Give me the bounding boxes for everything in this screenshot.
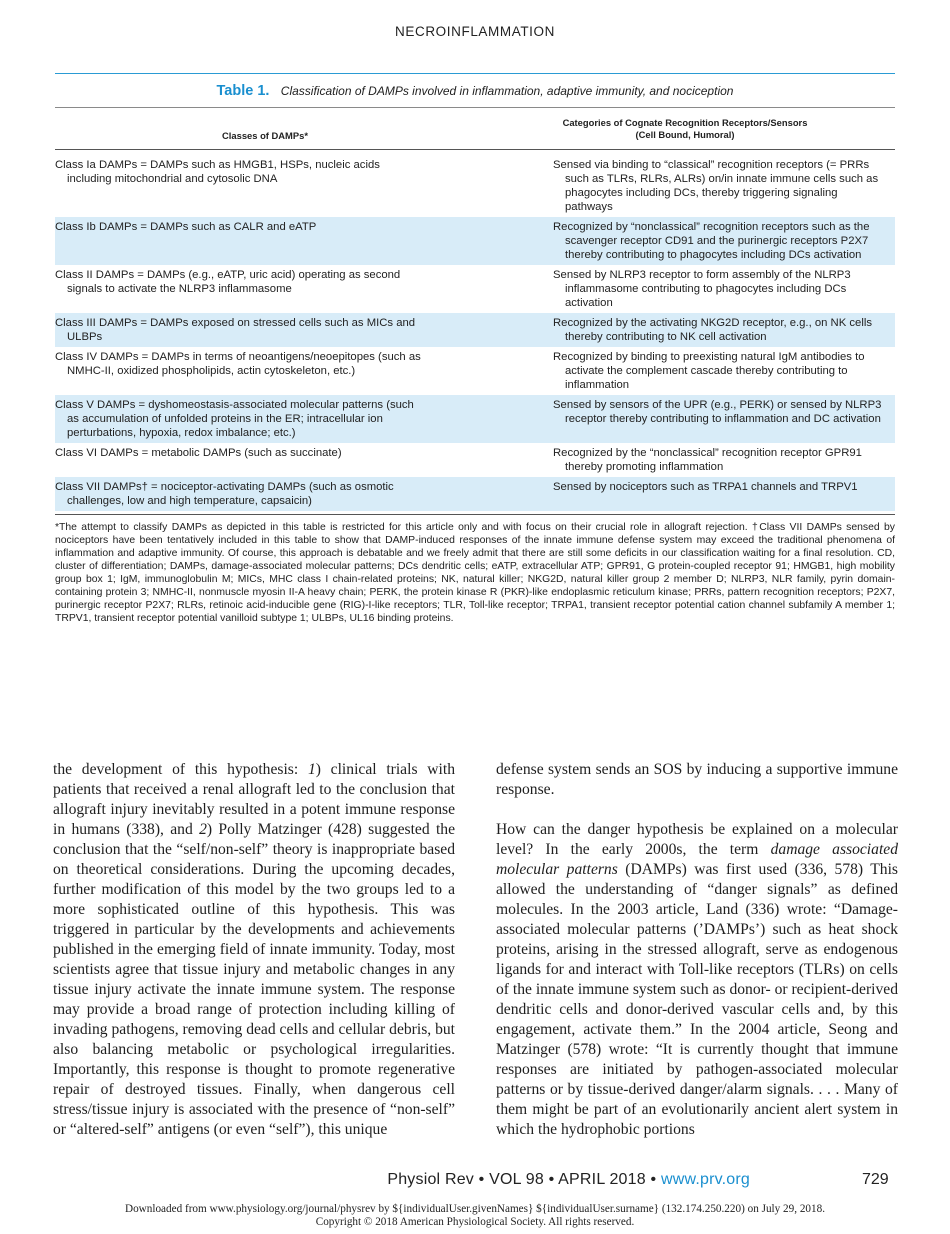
damp-class-cell: Class Ia DAMPs = DAMPs such as HMGB1, HSPs, nucleic acids including mitochondrial and cytosolic DNA xyxy=(55,159,380,185)
damp-class-cell: Class III DAMPs = DAMPs exposed on stressed cells such as MICs and ULBPs xyxy=(55,317,416,343)
table-row xyxy=(55,265,895,313)
damp-class-cell: Class Ib DAMPs = DAMPs such as CALR and eATP xyxy=(55,221,317,233)
table-footnotes xyxy=(55,515,895,625)
table-row xyxy=(55,155,895,217)
page-footer xyxy=(0,1171,950,1195)
damp-class-cell: Class II DAMPs = DAMPs (e.g., eATP, uric acid) operating as second signals to activate the NLRP3 inflammasome xyxy=(55,269,401,295)
table-row xyxy=(55,347,895,395)
journal-text: Physiol Rev • VOL 98 • APRIL 2018 • xyxy=(387,1171,661,1188)
receptor-cell: Recognized by “nonclassical” recognition receptors such as the scavenger receptor CD91 and the purinergic receptors P2X7 thereby contributing to phagocytes including DCs activation xyxy=(553,221,870,261)
italic-term: damage associated molecular patterns xyxy=(496,841,898,878)
body-column-right xyxy=(496,760,898,1140)
table-label: Table 1. xyxy=(216,83,270,99)
paragraph-gap xyxy=(496,800,898,820)
body-paragraph: defense system sends an SOS by inducing a supportive immune response. xyxy=(496,761,898,798)
damp-classification-table xyxy=(55,73,895,625)
download-notice xyxy=(0,1203,950,1229)
damp-class-cell: Class IV DAMPs = DAMPs in terms of neoantigens/neoepitopes (such as NMHC-II, oxidized phospholipids, actin cytoskeleton, etc.) xyxy=(55,351,421,377)
enumeration-number: 1 xyxy=(307,761,316,778)
receptor-cell: Sensed by NLRP3 receptor to form assembly of the NLRP3 inflammasome contributing to phagocytes including DCs activation xyxy=(553,269,851,309)
download-line: Downloaded from www.physiology.org/journal/physrev by ${individualUser.givenNames} ${individualUser.surname} (132.174.250.220) on July 29, 2018. xyxy=(125,1203,825,1215)
body-column-left xyxy=(53,760,455,1140)
table-row xyxy=(55,443,895,477)
damp-class-cell: Class VII DAMPs† = nociceptor-activating DAMPs (such as osmotic challenges, low and high temperature, capsaicin) xyxy=(55,481,394,507)
running-head: NECROINFLAMMATION xyxy=(395,24,555,39)
table-row xyxy=(55,477,895,511)
table-row xyxy=(55,395,895,443)
table-header xyxy=(55,108,895,149)
body-text: (DAMPs) was first used (336, 578) This allowed the understanding of “danger signals” as defined molecules. In the 2003 article, Land (336) wrote: “Damage-associated molecular patterns (’DAMPs’) such as heat shock proteins, arising in the stressed allograft, serve as endogenous ligands for and interact with Toll-like receptors (TLRs) on cells of the innate immune system such as donor- or recipient-derived dendritic cells and donor-derived vascular cells and, by this engagement, activate them.” In the 2004 article, Seong and Matzinger (578) wrote: “It is currently thought that immune responses are initiated by pathogen-associated molecular patterns or by tissue-derived danger/alarm signals. . . . Many of them might be part of an evolutionarily ancient alert system in which the hydrophobic portions xyxy=(496,861,899,1138)
enumeration-number: 2 xyxy=(199,821,207,838)
receptor-cell: Recognized by the “nonclassical” recognition receptor GPR91 thereby promoting inflammation xyxy=(553,447,862,473)
col-header-classes: Classes of DAMPs* xyxy=(222,130,308,141)
body-paragraph xyxy=(496,820,898,1140)
col-header-receptors-line1: Categories of Cognate Recognition Receptors/Sensors xyxy=(562,116,808,128)
table-header-rule xyxy=(55,149,895,150)
copyright-line: Copyright © 2018 American Physiological Society. All rights reserved. xyxy=(315,1216,635,1228)
damp-class-cell: Class V DAMPs = dyshomeostasis-associated molecular patterns (such as accumulation of unfolded proteins in the ER; intracellular ion perturbations, hypoxia, redox imbalance; etc.) xyxy=(55,399,414,439)
journal-url-link[interactable]: www.prv.org xyxy=(660,1171,750,1188)
body-text: ) clinical trials with patients that received a renal allograft led to the conclusion that allograft injury inevitably resulted in a potent immune response in humans (338), and xyxy=(53,761,455,838)
damp-class-cell: Class VI DAMPs = metabolic DAMPs (such as succinate) xyxy=(55,447,342,459)
table-row xyxy=(55,313,895,347)
receptor-cell: Sensed by sensors of the UPR (e.g., PERK) or sensed by NLRP3 receptor thereby contributing to inflammation and DC activation xyxy=(553,399,882,425)
body-text: the development of this hypothesis: xyxy=(53,761,308,778)
receptor-cell: Sensed via binding to “classical” recognition receptors (= PRRs such as TLRs, RLRs, ALRs) on/in innate immune cells such as phagocytes including DCs, thereby triggering signaling pathways xyxy=(553,159,879,213)
table-row xyxy=(55,217,895,265)
body-text: ) Polly Matzinger (428) suggested the conclusion that the “self/non-self” theory is inappropriate based on theoretical considerations. During the upcoming decades, further modification of this model by the two groups led to a more sophisticated outline of this hypothesis. This was triggered in particular by the developments and achievements published in the emerging field of innate immunity. Today, most scientists agree that tissue injury and metabolic changes in any tissue injury activate the innate immune system. The response may provide a broad range of protection including killing of invading pathogens, removing dead cells and cellular debris, but also balancing metabolic or psychological irregularities. Importantly, this response is thought to promote regenerative repair of destroyed tissues. Finally, when dangerous cell stress/tissue injury is associated with the presence of “non-self” or “altered-self” antigens (or even “self”), this unique xyxy=(53,821,455,1138)
page-number: 729 xyxy=(862,1171,889,1188)
receptor-cell: Recognized by binding to preexisting natural IgM antibodies to activate the complement cascade thereby contributing to inflammation xyxy=(553,351,865,391)
body-paragraph xyxy=(53,760,455,1140)
table-footnote-text: *The attempt to classify DAMPs as depicted in this table is restricted for this article only and with focus on their crucial role in allograft rejection. †Class VII DAMPs sensed by nociceptors have been tentatively included in this table to show that DAMP-induced responses of the innate immune defense system may exceed the traditional phenomena of inflammation and adaptive immunity. Of course, this approach is debatable and we freely admit that there are still some deficits in our classification waiting for a final resolution. CD, cluster of differentiation; DAMPs, damage-associated molecular patterns; DCs dendritic cells; eATP, extracellular ATP; GPR91, G protein-coupled receptor 91; HMGB1, high mobility group box 1; IgM, immunoglobulin M; MICs, MHC class I chain-related proteins; NK, natural killer; NKG2D, natural killer group 2 member D; NLRP3, NLR family, pyrin domain-containing protein 3; NMHC-II, nonmuscle myosin II-A heavy chain; PERK, the protein kinase R (PKR)-like endoplasmic reticulum kinase; PRRs, pattern recognition receptors; P2X7, purinergic receptor P2X7; RLRs, retinoic acid-inducible gene (RIG)-I-like receptors; TLR, Toll-like receptor; TRPA1, transient receptor potential cation channel subfamily A member 1; TRPV1, transient receptor potential vanilloid subtype 1; ULBPs, UL16 binding proteins. xyxy=(55,522,895,624)
col-header-receptors xyxy=(475,117,895,141)
receptor-cell: Sensed by nociceptors such as TRPA1 channels and TRPV1 xyxy=(553,481,858,493)
table-caption xyxy=(55,74,895,107)
journal-citation xyxy=(387,1171,750,1189)
receptor-cell: Recognized by the activating NKG2D receptor, e.g., on NK cells thereby contributing to NK cell activation xyxy=(553,317,872,343)
body-text: How can the danger hypothesis be explained on a molecular level? In the early 2000s, the term xyxy=(496,821,898,858)
col-header-receptors-line2: (Cell Bound, Humoral) xyxy=(635,128,735,140)
table-title: Classification of DAMPs involved in inflammation, adaptive immunity, and nociception xyxy=(280,84,734,98)
